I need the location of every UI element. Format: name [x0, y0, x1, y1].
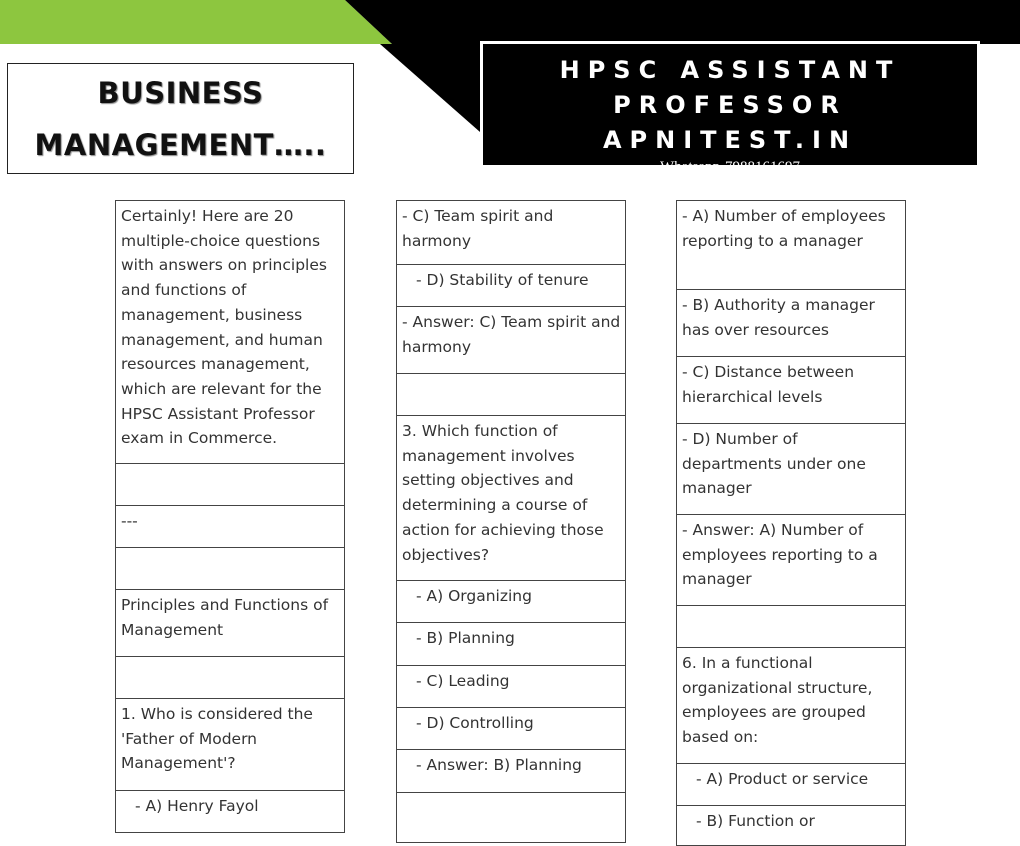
table-cell [396, 374, 626, 416]
table-cell: Certainly! Here are 20 multiple-choice questions with answers on principles and functions of management, business management, and human resources management, which are relevant for the HPSC Assistant Professor exam in Commerce. [115, 200, 345, 464]
table-cell: 1. Who is considered the 'Father of Modern Management'? [115, 699, 345, 791]
table-cell: Principles and Functions of Management [115, 590, 345, 657]
table-cell: - C) Leading [396, 666, 626, 708]
table-cell [396, 793, 626, 843]
table-cell: 6. In a functional organizational structure, employees are grouped based on: [676, 648, 906, 764]
table-cell: - D) Controlling [396, 708, 626, 750]
table-cell: --- [115, 506, 345, 548]
brand-box [480, 41, 980, 175]
table-cell: - D) Number of departments under one manager [676, 424, 906, 515]
title-line-1: BUSINESS [97, 75, 264, 110]
table-cell: - A) Number of employees reporting to a manager [676, 200, 906, 290]
table-cell [115, 548, 345, 590]
table-cell [676, 606, 906, 648]
whatsapp-number: Whatsapp-7988161697 [660, 159, 800, 175]
table-cell [115, 657, 345, 699]
table-cell: - B) Planning [396, 623, 626, 666]
table-cell: - D) Stability of tenure [396, 265, 626, 307]
table-cell: - B) Authority a manager has over resources [676, 290, 906, 357]
column-3 [676, 200, 906, 846]
table-cell: - A) Product or service [676, 764, 906, 806]
title-line-2: MANAGEMENT….. [34, 127, 327, 162]
table-cell: - Answer: C) Team spirit and harmony [396, 307, 626, 374]
brand-line-1: HPSC ASSISTANT [559, 56, 901, 84]
column-2 [396, 200, 626, 843]
table-cell: - Answer: B) Planning [396, 750, 626, 793]
table-cell: - B) Function or [676, 806, 906, 846]
table-cell: - A) Henry Fayol [115, 791, 345, 833]
brand-line-2: PROFESSOR [613, 91, 847, 119]
column-1 [115, 200, 345, 833]
table-cell: - C) Distance between hierarchical levels [676, 357, 906, 424]
title-box [7, 63, 354, 174]
table-cell: - C) Team spirit and harmony [396, 200, 626, 265]
brand-line-3: APNITEST.IN [602, 126, 858, 154]
table-cell: - Answer: A) Number of employees reporting to a manager [676, 515, 906, 606]
table-cell [115, 464, 345, 506]
table-cell: 3. Which function of management involves setting objectives and determining a course of action for achieving those objectives? [396, 416, 626, 581]
table-cell: - A) Organizing [396, 581, 626, 623]
